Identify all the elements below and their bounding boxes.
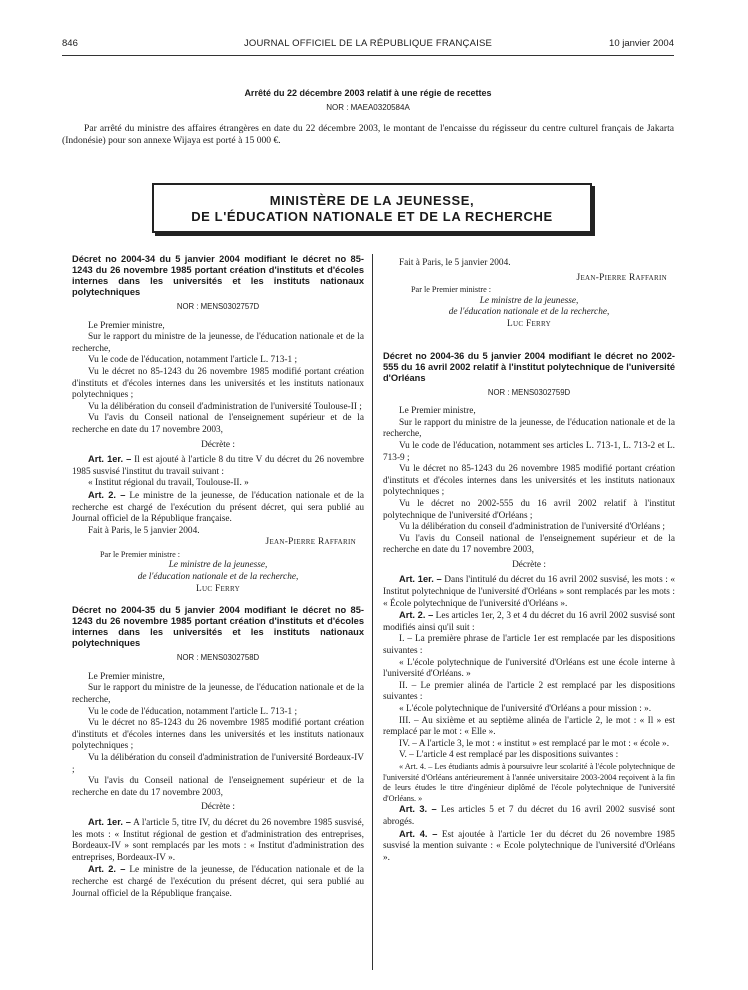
decret3-art4 — [383, 829, 675, 865]
header-rule — [62, 55, 674, 56]
decret1-art2 — [72, 490, 364, 526]
decret2-intro: Le Premier ministre, — [88, 671, 165, 682]
page-number: 846 — [62, 38, 78, 49]
right-minister-title-2: de l'éducation nationale et de la recherche, — [448, 307, 610, 318]
decret1-minister-title-1: Le ministre de la jeunesse, — [168, 560, 268, 571]
decret1-art2-text: Le ministre de la jeunesse, de l'éducation nationale et de la recherche est chargé de l'exécution du présent décret, qui sera publié au Journal officiel de la République française. — [72, 490, 365, 525]
ministry-line-2: DE L'ÉDUCATION NATIONALE ET DE LA RECHERCHE — [191, 209, 553, 224]
column-divider — [372, 254, 373, 970]
decret2-art2-text: Le ministre de la jeunesse, de l'éducation nationale et de la recherche est chargé de l'exécution du présent décret, qui sera publié au Journal officiel de la République française. — [72, 865, 365, 899]
decret3-p3: Vu le décret no 85-1243 du 26 novembre 1985 modifié portant création d'instituts et d'écoles internes dans les universités et les instituts nationaux polytechniques ; — [383, 464, 675, 498]
decret3-item-v-quote: « Art. 4. – Les étudiants admis à poursuivre leur scolarité à l'école polytechnique de l'université d'Orléans antérieurement à l'année universitaire 2003-2004 reçoivent à la fin de leurs études le titre d'ingénieur diplômé de l'école polytechnique de l'université d'Orléans. » — [383, 761, 675, 803]
decret3-art1 — [383, 574, 675, 610]
decret1-title: Décret no 2004-34 du 5 janvier 2004 modifiant le décret no 85-1243 du 26 novembre 1985 portant création d'instituts et d'écoles internes dans les universités et les instituts nationaux polytechniques — [72, 254, 364, 297]
decret1-p3: Vu le décret no 85-1243 du 26 novembre 1985 modifié portant création d'instituts et d'écoles internes dans les universités et les instituts nationaux polytechniques ; — [72, 366, 364, 401]
decret3-nor: NOR : MENS0302759D — [487, 387, 571, 397]
decret2-title: Décret no 2004-35 du 5 janvier 2004 modifiant le décret no 85-1243 du 26 novembre 1985 portant création d'instituts et d'écoles internes dans les universités et les instituts nationaux polytechniques — [72, 605, 364, 649]
decret1-minister-title-2: de l'éducation nationale et de la recherche, — [137, 572, 299, 583]
decret2-decrete: Décrète : — [201, 802, 235, 813]
decret3-intro: Le Premier ministre, — [399, 406, 476, 417]
ministry-heading-box — [152, 183, 592, 233]
decret3-item-iii: III. – Au sixième et au septième alinéa de l'article 2, le mot : « Il » est remplacé par le mot : « Elle ». — [383, 715, 675, 738]
decret1-decrete: Décrète : — [201, 439, 235, 450]
decret3-art2-text: Les articles 1er, 2, 3 et 4 du décret du 16 avril 2002 susvisé sont modifiés ainsi qu'il suit : — [383, 611, 675, 633]
right-signer: Jean-Pierre Raffarin — [576, 272, 667, 283]
right-par-pm: Par le Premier ministre : — [411, 285, 492, 295]
decret1-fait: Fait à Paris, le 5 janvier 2004. — [88, 525, 200, 536]
decret3-art3-text: Les articles 5 et 7 du décret du 16 avril 2002 susvisé sont abrogés. — [383, 805, 676, 827]
decret2-nor: NOR : MENS0302758D — [176, 653, 260, 663]
decret3-title: Décret no 2004-36 du 5 janvier 2004 modifiant le décret no 2002-555 du 16 avril 2002 relatif à l'institut polytechnique de l'université d'Orléans — [383, 350, 675, 383]
decret2-art1-text: A l'article 5, titre IV, du décret du 26 novembre 1985 susvisé, les mots : « Institut régional de gestion et d'administration des entreprises, Bordeaux-IV » sont remplacés par les mots : « Institut d'administration des entreprises, Bordeaux-IV ». — [72, 817, 364, 863]
decret3-item-i: I. – La première phrase de l'article 1er est remplacée par les dispositions suivantes : — [383, 634, 675, 657]
right-column — [383, 258, 675, 864]
decret3-art4-label: Art. 4. – — [399, 828, 438, 839]
decret1-signer: Jean-Pierre Raffarin — [265, 537, 356, 548]
decret3-p1: Sur le rapport du ministre de la jeunesse, de l'éducation nationale et de la recherche, — [383, 417, 675, 440]
decret1-art1 — [72, 454, 364, 478]
decret1-art1-label: Art. 1er. – — [88, 454, 132, 465]
decret2-p5: Vu l'avis du Conseil national de l'enseignement supérieur et de la recherche en date du 17 novembre 2003, — [72, 776, 364, 798]
decret1-p1: Sur le rapport du ministre de la jeunesse, de l'éducation nationale et de la recherche, — [72, 332, 364, 354]
decret3-item-i-quote: « L'école polytechnique de l'université d'Orléans est une école interne à l'université d'Orléans. » — [383, 657, 675, 680]
decret3-p2: Vu le code de l'éducation, notamment ses articles L. 713-1, L. 713-2 et L. 713-9 ; — [383, 440, 675, 463]
right-fait: Fait à Paris, le 5 janvier 2004. — [399, 258, 511, 268]
decret3-art2 — [383, 610, 675, 634]
arrete-body: Par arrêté du ministre des affaires étrangères en date du 22 décembre 2003, le montant de l'encaisse du régisseur du centre culturel français de Jakarta (Indonésie) pour son annexe Wijaya est porté à 15 000 €. — [62, 123, 674, 146]
decret3-p4: Vu le décret no 2002-555 du 16 avril 2002 relatif à l'institut polytechnique de l'université d'Orléans ; — [383, 498, 675, 521]
decret3-item-iv: IV. – A l'article 3, le mot : « institut » est remplacé par le mot : « école ». — [399, 738, 670, 749]
journal-title: JOURNAL OFFICIEL DE LA RÉPUBLIQUE FRANÇAISE — [243, 38, 493, 49]
issue-date: 10 janvier 2004 — [609, 38, 674, 49]
ministry-line-1: MINISTÈRE DE LA JEUNESSE, — [269, 193, 475, 208]
left-column — [72, 254, 364, 900]
decret3-art1-label: Art. 1er. – — [399, 574, 442, 585]
decret1-art1-quote: « Institut régional du travail, Toulouse-II. » — [88, 478, 249, 489]
decret3-art2-label: Art. 2. – — [399, 610, 434, 621]
decret2-art2-label: Art. 2. – — [88, 864, 126, 875]
decret3-p5: Vu la délibération du conseil d'administration de l'université d'Orléans ; — [399, 522, 666, 533]
decret2-art1-label: Art. 1er. – — [88, 816, 131, 827]
right-minister-name: Luc Ferry — [507, 318, 551, 329]
decret2-p1: Sur le rapport du ministre de la jeunesse, de l'éducation nationale et de la recherche, — [72, 683, 364, 706]
decret1-p4: Vu la délibération du conseil d'administration de l'université Toulouse-II ; — [88, 401, 362, 412]
decret1-minister-name: Luc Ferry — [196, 583, 240, 594]
decret2-p4: Vu la délibération du conseil d'administration de l'université Bordeaux-IV ; — [72, 753, 364, 775]
decret3-item-v: V. – L'article 4 est remplacé par les dispositions suivantes : — [399, 750, 619, 761]
decret1-nor: NOR : MENS0302757D — [176, 302, 260, 311]
decret2-art2 — [72, 864, 364, 900]
decret2-p2: Vu le code de l'éducation, notamment l'article L. 713-1 ; — [88, 706, 298, 717]
decret1-par-pm: Par le Premier ministre : — [100, 549, 181, 559]
decret1-p2: Vu le code de l'éducation, notamment l'article L. 713-1 ; — [88, 355, 298, 366]
decret1-art2-label: Art. 2. – — [88, 489, 126, 500]
decret3-p6: Vu l'avis du Conseil national de l'enseignement supérieur et de la recherche en date du 17 novembre 2003, — [383, 533, 675, 556]
right-minister-title-1: Le ministre de la jeunesse, — [479, 295, 579, 306]
decret3-art1-text: Dans l'intitulé du décret du 16 avril 2002 susvisé, les mots : « Institut polytechnique de l'université d'Orléans » sont remplacés par les mots : « École polytechnique de l'université d'Orléans ». — [383, 575, 675, 609]
decret1-intro: Le Premier ministre, — [88, 320, 165, 331]
decret3-item-ii: II. – Le premier alinéa de l'article 2 est remplacé par les dispositions suivantes : — [383, 680, 675, 703]
decret1-art1-text: Il est ajouté à l'article 8 du titre V du décret du 26 novembre 1985 susvisé l'institut du travail suivant : — [72, 455, 364, 477]
decret3-art3-label: Art. 3. – — [399, 804, 437, 815]
decret3-decrete: Décrète : — [512, 559, 546, 570]
arrete-title: Arrêté du 22 décembre 2003 relatif à une régie de recettes — [244, 88, 492, 98]
decret2-art1 — [72, 817, 364, 864]
decret3-item-ii-quote: « L'école polytechnique de l'université d'Orléans a pour mission : ». — [399, 704, 652, 714]
page-header — [62, 38, 674, 52]
decret3-art3 — [383, 804, 675, 828]
arrete-nor: NOR : MAEA0320584A — [326, 103, 410, 112]
decret1-p5: Vu l'avis du Conseil national de l'enseignement supérieur et de la recherche en date du 17 novembre 2003, — [72, 413, 364, 435]
decret2-p3: Vu le décret no 85-1243 du 26 novembre 1985 modifié portant création d'instituts et d'écoles internes dans les universités et les instituts nationaux polytechniques ; — [72, 718, 364, 752]
decret3-art4-text: Est ajoutée à l'article 1er du décret du 26 novembre 1985 susvisé la mention suivante : « Ecole polytechnique de l'université d'Orléans ». — [383, 829, 675, 863]
